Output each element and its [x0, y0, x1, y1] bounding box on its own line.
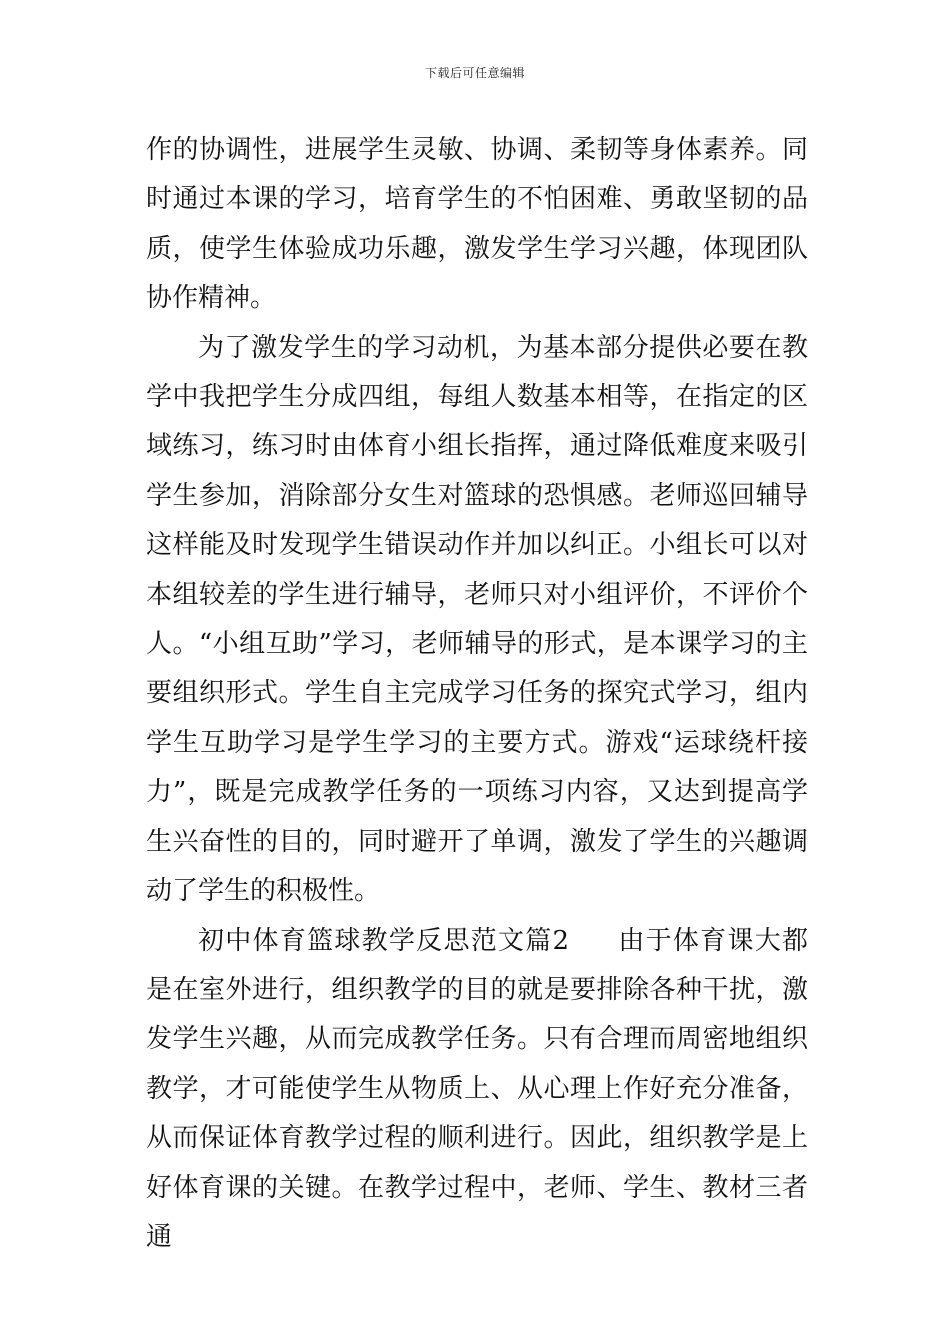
document-body [146, 126, 808, 1262]
paragraph-3-body: 由于体育课大都是在室外进行，组织教学的目的就是要排除各种干扰，激发学生兴趣，从而完成教学任务。只有合理而周密地组织教学，才可能使学生从物质上、从心理上作好充分准备，从而保证体育教学过程的顺利进行。因此，组织教学是上好体育课的关键。在教学过程中，老师、学生、教材三者通 [146, 925, 808, 1252]
paragraph-2: 为了激发学生的学习动机，为基本部分提供必要在教学中我把学生分成四组，每组人数基本相等，在指定的区域练习，练习时由体育小组长指挥，通过降低难度来吸引学生参加，消除部分女生对篮球的恐惧感。老师巡回辅导这样能及时发现学生错误动作并加以纠正。小组长可以对本组较差的学生进行辅导，老师只对小组评价，不评价个人。“小组互助”学习，老师辅导的形式，是本课学习的主要组织形式。学生自主完成学习任务的探究式学习，组内学生互助学习是学生学习的主要方式。游戏“运球绕杆接力”，既是完成教学任务的一项练习内容，又达到提高学生兴奋性的目的，同时避开了单调，激发了学生的兴趣调动了学生的积极性。 [146, 332, 808, 907]
page-header: 下载后可任意编辑 [424, 66, 525, 80]
paragraph-3 [146, 917, 808, 1263]
section-title: 初中体育篮球教学反思范文篇2 [198, 925, 570, 956]
paragraph-1: 作的协调性，进展学生灵敏、协调、柔韧等身体素养。同时通过本课的学习，培育学生的不怕困难、勇敢坚韧的品质，使学生体验成功乐趣，激发学生学习兴趣，体现团队协作精神。 [146, 135, 808, 314]
